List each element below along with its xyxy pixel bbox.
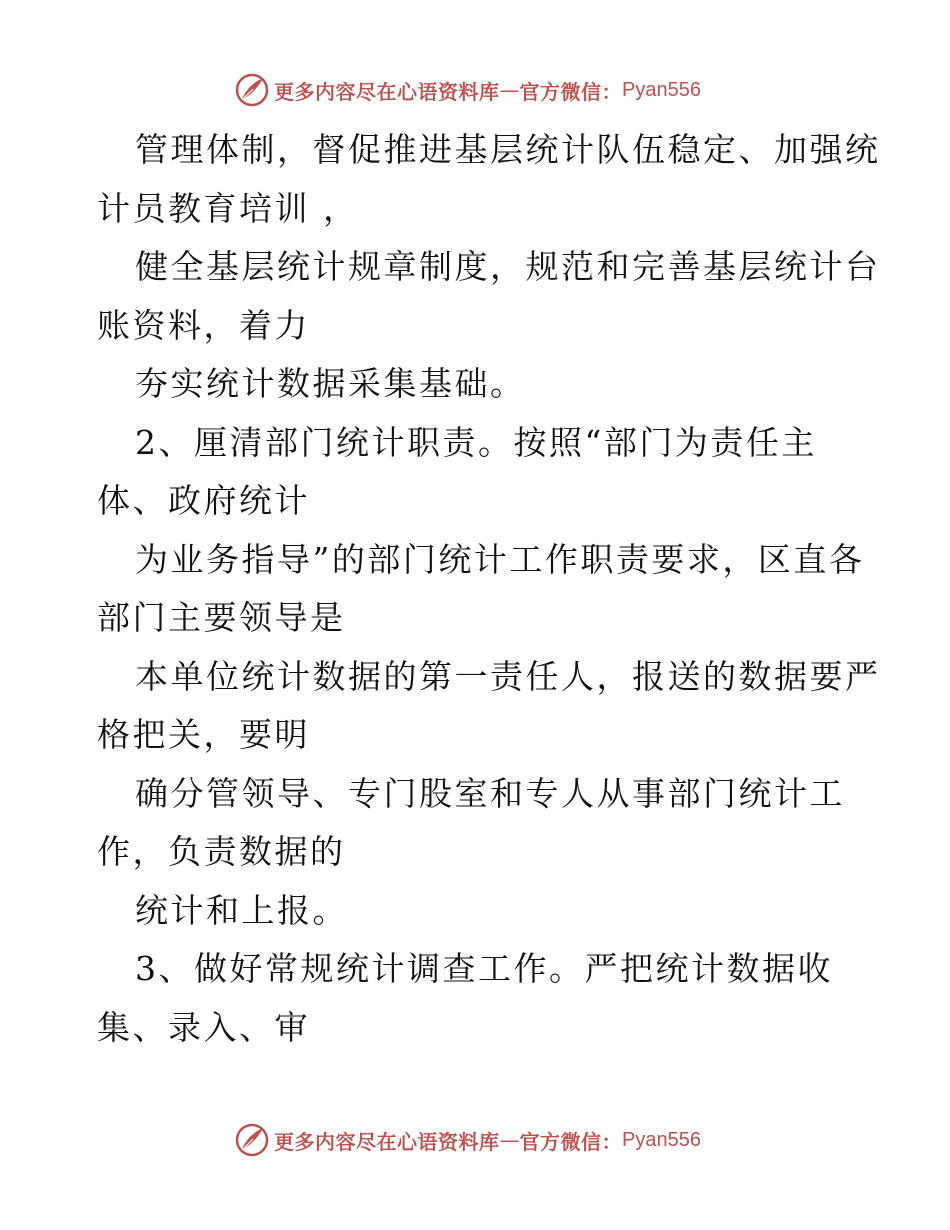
text-line: 本单位统计数据的第一责任人，报送的数据要严: [135, 656, 881, 696]
text-line: 管理体制，督促推进基层统计队伍稳定、加强统: [135, 130, 881, 169]
text-line: 确分管领导、专门股室和专人从事部门统计工: [135, 773, 845, 813]
text-line: 统计和上报。: [135, 890, 348, 930]
text-line: 计员教育培训 ，: [97, 188, 359, 228]
text-line: 体、政府统计: [97, 481, 310, 520]
banner-separator: —: [499, 78, 520, 102]
banner-wechat-label: 官方微信：: [519, 79, 622, 104]
quill-logo-icon: [234, 72, 270, 108]
document-body: [97, 121, 881, 1057]
banner-wechat-label: 官方微信：: [519, 1129, 622, 1154]
banner-text: 更多内容尽在心语资料库: [274, 79, 500, 104]
text-line: 2、厘清部门统计职责。按照“部门为责任主: [135, 422, 817, 462]
text-line: 格把关，要明: [97, 715, 310, 754]
banner-separator: —: [499, 1128, 520, 1152]
quill-logo-icon: [234, 1122, 270, 1158]
banner-wechat-id: Pyan556: [622, 1128, 701, 1151]
text-line: 3、做好常规统计调查工作。严把统计数据收: [135, 949, 833, 988]
text-line: 部门主要领导是: [97, 598, 346, 637]
footer-banner: [234, 1120, 701, 1160]
text-line: 夯实统计数据采集基础。: [135, 364, 526, 403]
text-line: 为业务指导”的部门统计工作职责要求，区直各: [135, 539, 865, 579]
text-line: 作，负责数据的: [97, 832, 346, 871]
text-line: 集、录入、审: [97, 1007, 310, 1047]
text-line: 健全基层统计规章制度，规范和完善基层统计台: [135, 247, 881, 286]
text-line: 账资料，着力: [97, 305, 310, 345]
banner-wechat-id: Pyan556: [622, 78, 701, 101]
banner-text: 更多内容尽在心语资料库: [274, 1129, 500, 1154]
header-banner: [234, 70, 701, 110]
